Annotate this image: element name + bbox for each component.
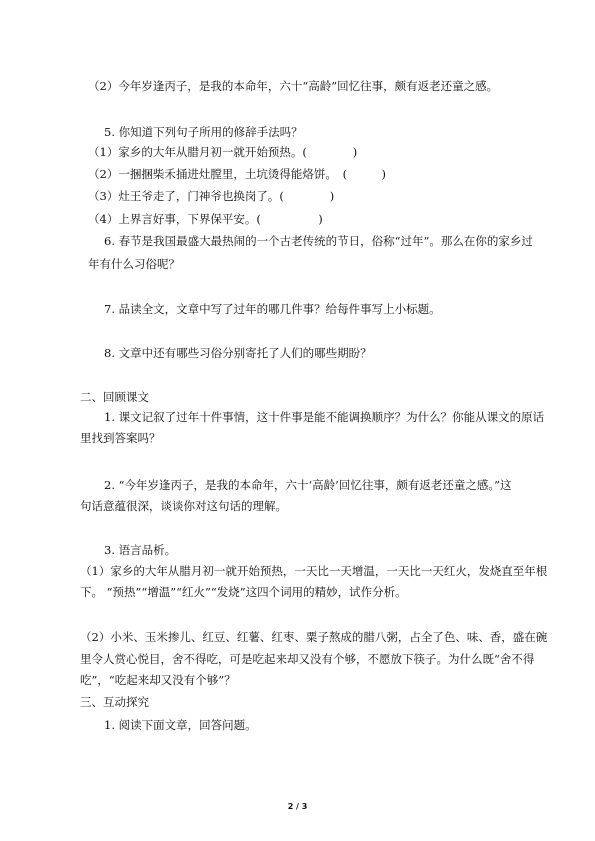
question-7: 7. 品读全文，文章中写了过年的哪几件事？给每件事写上小标题。 [104,302,441,316]
text-line: （1）家乡的大年从腊月初一就开始预热，一天比一天增温，一天比一天红火，发烧直至年根 [80,564,548,578]
text-line: （1）家乡的大年从腊月初一就开始预热。( ) [88,145,358,159]
question-6: 6. 春节是我国最盛大最热闹的一个古老传统的节日，俗称“过年”。那么在你的家乡过 [104,234,533,248]
text-line: （2）小米、玉米掺儿、红豆、红薯、红枣、粟子熬成的腊八粥，占全了色、味、香，盛在碗 [80,630,548,644]
question-8: 8. 文章中还有哪些习俗分别寄托了人们的哪些期盼？ [104,346,372,360]
question-5: 5. 你知道下列句子所用的修辞手法吗？ [104,125,303,139]
text-line: （2）今年岁逢丙子，是我的本命年，六十“高龄”回忆往事，颇有返老还童之感。 [88,79,499,93]
text-line: 下。 “预热”“增温”“红火”“发烧”这四个词用的精妙，试作分析。 [80,585,407,599]
text-line: （2）一捆捆柴禾捅进灶膛里，土坑烫得能烙饼。 ( ) [88,167,387,181]
text-line: （3）灶王爷走了，门神爷也换岗了。( ) [88,189,335,203]
section-heading: 三、互动探究 [80,695,149,709]
section-heading: 二、回顾课文 [80,390,149,404]
question-1: 1. 课文记叙了过年十件事情，这十件事是能不能调换顺序？为什么？你能从课文的原话 [104,410,545,424]
text-line: 里令人赏心悦目，舍不得吃，可是吃起来却又没有个够，不愿放下筷子。为什么既“舍不得 [80,652,535,666]
question-2: 2. “今年岁逢丙子，是我的本命年，六十‘高龄’回忆往事，颇有返老还童之感。”这 [104,478,512,492]
text-line: 句话意蕴很深，谈谈你对这句话的理解。 [80,499,287,513]
text-line: 里找到答案吗？ [80,431,161,445]
question-1: 1. 阅读下面文章，回答问题。 [104,718,257,732]
page-number: 2 / 3 [287,802,308,811]
text-line: 年有什么习俗呢？ [88,257,180,271]
text-line: （4）上界言好事，下界保平安。( ) [88,212,323,226]
text-line: 吃”，“吃起来却又没有个够”？ [80,673,236,687]
question-3: 3. 语言品析。 [104,543,177,557]
